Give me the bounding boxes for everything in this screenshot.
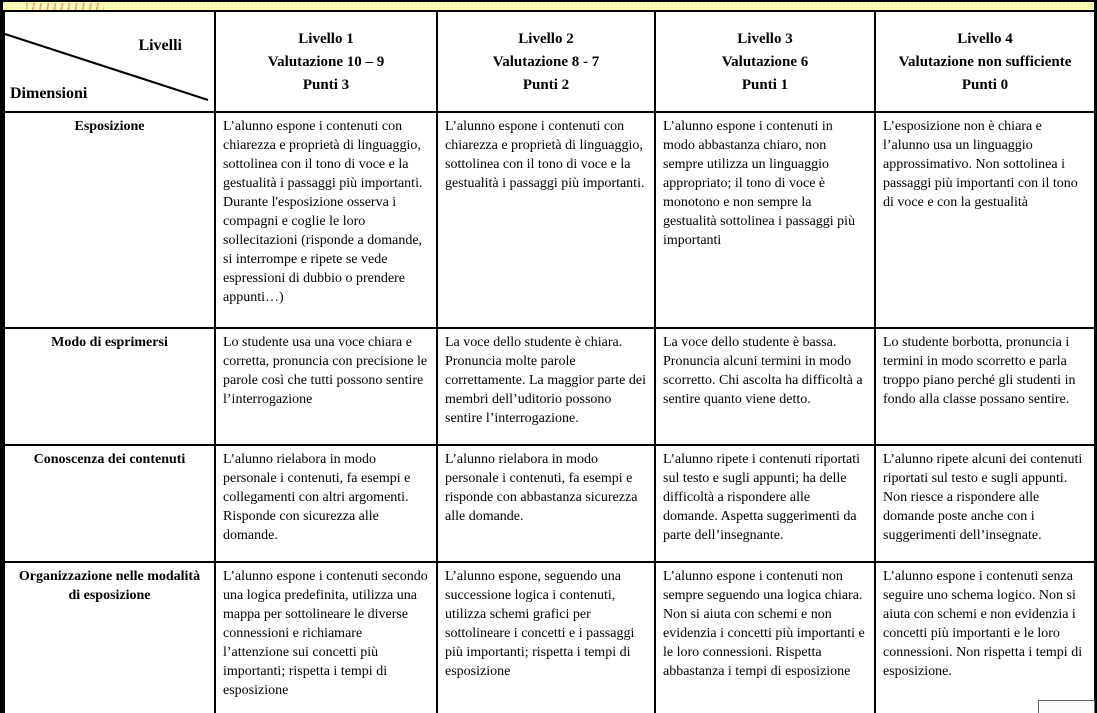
- header-cell-livello-4: Livello 4 Valutazione non sufficiente Punti 0: [875, 11, 1095, 112]
- yellow-header-strip: [2, 2, 1095, 10]
- rubric-cell-organizzazione-l3: L’alunno espone i contenuti non sempre seguendo una logica chiara. Non si aiuta con schemi e non evidenzia i concetti più importanti e le loro connessioni. Rispetta abbastanza i tempi di esposizione: [655, 562, 875, 713]
- rubric-cell-organizzazione-l1: L’alunno espone i contenuti secondo una logica predefinita, utilizza una mappa per sottolineare le diverse connessioni e richiamare l’attenzione sui concetti più importanti; rispetta i tempi di esposizione: [215, 562, 437, 713]
- corner-label-dimensioni: Dimensioni: [10, 85, 88, 103]
- header-cell-livello-2: Livello 2 Valutazione 8 - 7 Punti 2: [437, 11, 655, 112]
- rubric-cell-esposizione-l4: L’esposizione non è chiara e l’alunno usa un linguaggio approssimativo. Non sottolinea i passaggi più importanti con il tono di voce e con la gestualità: [875, 112, 1095, 328]
- dimension-cell-conoscenza: Conoscenza dei contenuti: [4, 445, 215, 562]
- rubric-cell-organizzazione-l4: L’alunno espone i contenuti senza seguire uno schema logico. Non si aiuta con schemi e non evidenzia i concetti più importanti e le loro connessioni. Non rispetta i tempi di esposizione.: [875, 562, 1095, 713]
- rubric-cell-esposizione-l1: L’alunno espone i contenuti con chiarezza e proprietà di linguaggio, sottolinea con il tono di voce e la gestualità i passaggi più importanti. Durante l'esposizione osserva i compagni e coglie le loro sollecitazioni (risponde a domande, si interrompe e ripete se vede espressioni di dubbio o prendere appunti…): [215, 112, 437, 328]
- header-row: [4, 11, 1095, 112]
- header-cell-livello-1: Livello 1 Valutazione 10 – 9 Punti 3: [215, 11, 437, 112]
- rubric-cell-organizzazione-l2: L’alunno espone, seguendo una successione logica i contenuti, utilizza schemi grafici per sottolineare i concetti e i passaggi più importanti; rispetta i tempi di esposizione: [437, 562, 655, 713]
- rubric-table: [3, 10, 1096, 713]
- table-row-organizzazione: [4, 562, 1095, 713]
- table-row-modo-di-esprimersi: [4, 328, 1095, 445]
- rubric-cell-esposizione-l2: L’alunno espone i contenuti con chiarezza e proprietà di linguaggio, sottolinea con il tono di voce e la gestualità i passaggi più importanti.: [437, 112, 655, 328]
- rubric-cell-modo-l3: La voce dello studente è bassa. Pronuncia alcuni termini in modo scorretto. Chi ascolta ha difficoltà a sentire quanto viene detto.: [655, 328, 875, 445]
- table-row-esposizione: [4, 112, 1095, 328]
- dimension-cell-modo-di-esprimersi: Modo di esprimersi: [4, 328, 215, 445]
- rubric-cell-modo-l1: Lo studente usa una voce chiara e corretta, pronuncia con precisione le parole così che tutti possono sentire l’interrogazione: [215, 328, 437, 445]
- dimension-cell-organizzazione: Organizzazione nelle modalità di esposizione: [4, 562, 215, 713]
- partial-element-bottom-right: [1038, 700, 1095, 713]
- rubric-cell-esposizione-l3: L’alunno espone i contenuti in modo abbastanza chiaro, non sempre utilizza un linguaggio appropriato; il tono di voce è monotono e non sempre la gestualità sottolinea i passaggi più importanti: [655, 112, 875, 328]
- rubric-cell-conoscenza-l3: L’alunno ripete i contenuti riportati sul testo e sugli appunti; ha delle difficoltà a rispondere alle domande. Aspetta suggerimenti da parte dell’insegnante.: [655, 445, 875, 562]
- rubric-cell-conoscenza-l2: L’alunno rielabora in modo personale i contenuti, fa esempi e risponde con abbastanza sicurezza alle domande.: [437, 445, 655, 562]
- dimension-cell-esposizione: Esposizione: [4, 112, 215, 328]
- rubric-cell-modo-l4: Lo studente borbotta, pronuncia i termini in modo scorretto e parla troppo piano perché gli studenti in fondo alla classe possano sentire.: [875, 328, 1095, 445]
- rubric-cell-modo-l2: La voce dello studente è chiara. Pronuncia molte parole correttamente. La maggior parte dei membri dell’uditorio possono sentire l’interrogazione.: [437, 328, 655, 445]
- table-row-conoscenza: [4, 445, 1095, 562]
- corner-label-livelli: Livelli: [138, 37, 182, 54]
- corner-cell-livelli-dimensioni: [4, 11, 215, 112]
- rubric-cell-conoscenza-l1: L’alunno rielabora in modo personale i contenuti, fa esempi e collegamenti con altri argomenti. Risponde con sicurezza alle domande.: [215, 445, 437, 562]
- rubric-cell-conoscenza-l4: L’alunno ripete alcuni dei contenuti riportati sul testo e sugli appunti. Non riesce a rispondere alle domande poste anche con i suggerimenti dell’insegnate.: [875, 445, 1095, 562]
- header-cell-livello-3: Livello 3 Valutazione 6 Punti 1: [655, 11, 875, 112]
